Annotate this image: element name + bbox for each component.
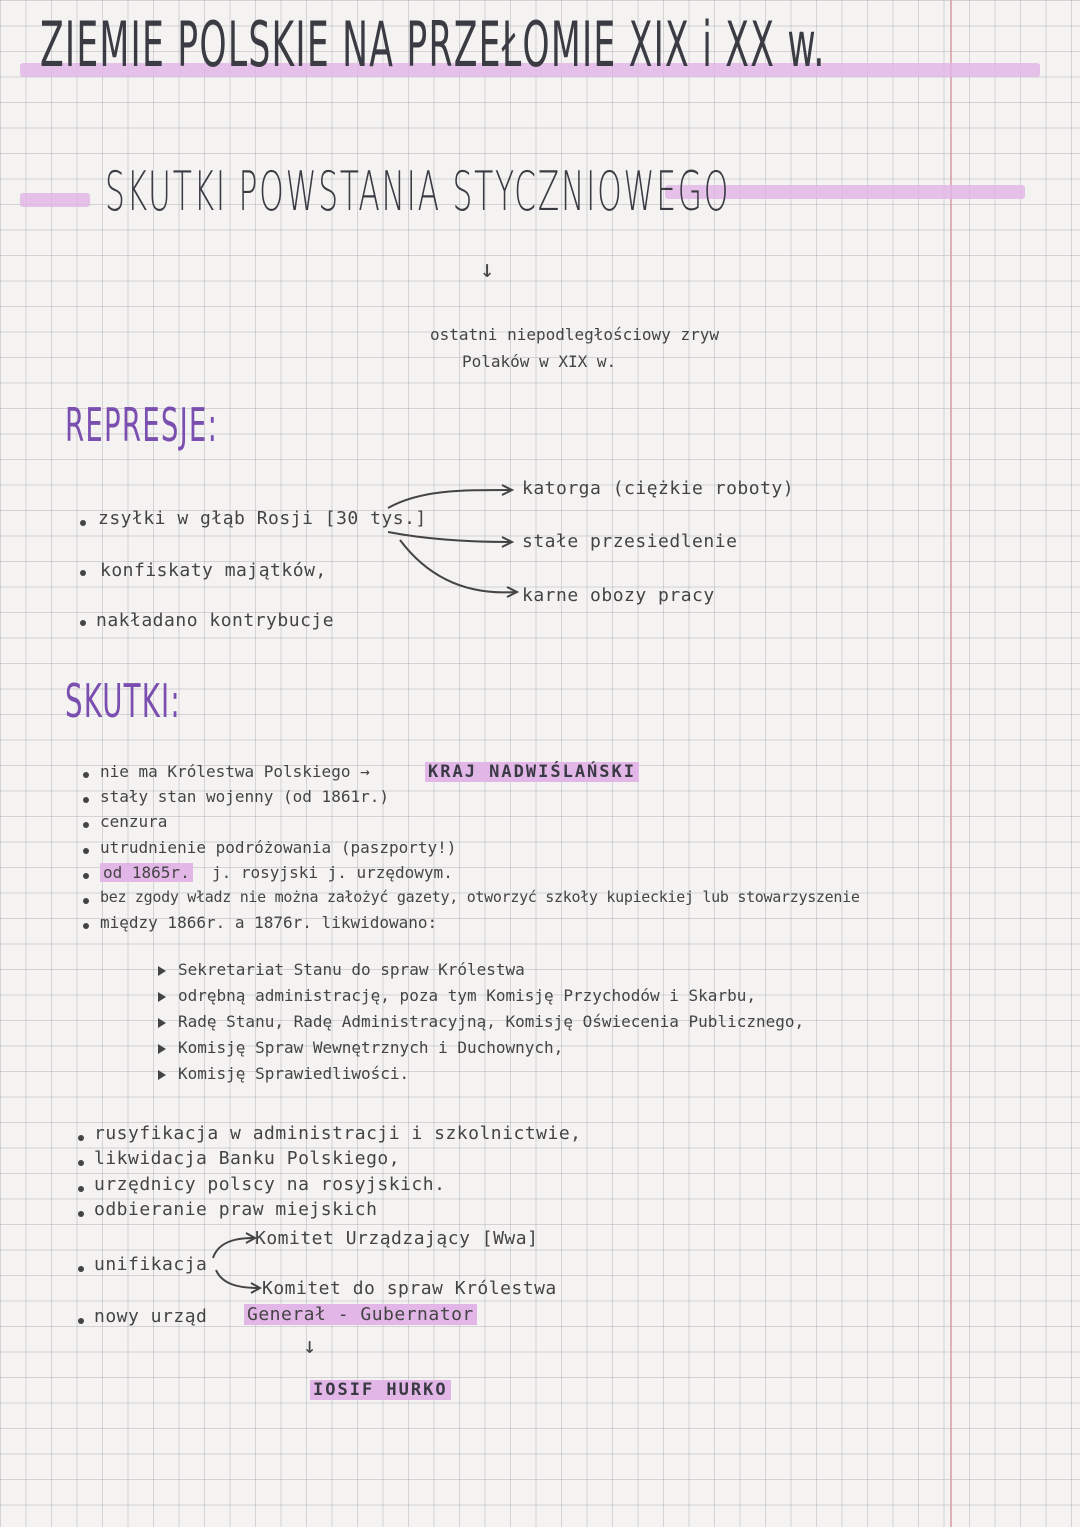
list-item: likwidacja Banku Polskiego, bbox=[94, 1148, 401, 1169]
sub-list-item: odrębną administrację, poza tym Komisję Przychodów i Skarbu, bbox=[178, 986, 756, 1005]
branch-item: katorga (ciężkie roboty) bbox=[522, 478, 795, 499]
list-item: między 1866r. a 1876r. likwidowano: bbox=[100, 913, 438, 932]
bullet bbox=[83, 797, 89, 803]
sub-list-item: Sekretariat Stanu do spraw Królestwa bbox=[178, 960, 525, 979]
sub-list-item: Radę Stanu, Radę Administracyjną, Komisję Oświecenia Publicznego, bbox=[178, 1012, 805, 1031]
bullet bbox=[78, 1318, 84, 1324]
list-item: nie ma Królestwa Polskiego → bbox=[100, 762, 370, 781]
bullet bbox=[80, 520, 86, 526]
bullet bbox=[80, 570, 86, 576]
highlighted-term: Generał - Gubernator bbox=[244, 1304, 477, 1325]
highlighted-person: IOSIF HURKO bbox=[310, 1380, 451, 1400]
list-item: bez zgody władz nie można założyć gazety, otworzyć szkoły kupieckiej lub stowarzyszenie bbox=[100, 888, 860, 906]
page-subtitle: SKUTKI POWSTANIA STYCZNIOWEGO bbox=[105, 160, 731, 223]
bullet bbox=[78, 1211, 84, 1217]
arrow-down-icon: ↓ bbox=[303, 1334, 317, 1359]
highlighted-term: KRAJ NADWIŚLAŃSKI bbox=[425, 762, 639, 782]
bullet bbox=[78, 1160, 84, 1166]
triangle-bullet-icon bbox=[158, 966, 166, 976]
bullet bbox=[83, 772, 89, 778]
bullet bbox=[80, 620, 86, 626]
branch-item: Komitet do spraw Królestwa bbox=[262, 1278, 557, 1299]
bullet bbox=[83, 848, 89, 854]
list-item: cenzura bbox=[100, 812, 168, 831]
list-item: nowy urząd bbox=[94, 1306, 208, 1327]
list-item: urzędnicy polscy na rosyjskich. bbox=[94, 1174, 446, 1195]
list-item: unifikacja bbox=[94, 1254, 208, 1275]
bullet bbox=[83, 898, 89, 904]
section-heading-skutki: SKUTKI: bbox=[65, 674, 181, 728]
margin-line bbox=[950, 0, 952, 1527]
note-line-1: ostatni niepodległościowy zryw bbox=[430, 325, 719, 344]
triangle-bullet-icon bbox=[158, 992, 166, 1002]
note-line-2: Polaków w XIX w. bbox=[462, 352, 617, 371]
arrow-down-icon: ↓ bbox=[480, 255, 495, 283]
bullet bbox=[83, 873, 89, 879]
sub-list-item: Komisję Sprawiedliwości. bbox=[178, 1064, 410, 1083]
list-item: zsyłki w głąb Rosji [30 tys.] bbox=[98, 508, 427, 529]
highlight-stroke bbox=[20, 193, 90, 207]
list-item: rusyfikacja w administracji i szkolnictwie, bbox=[94, 1123, 582, 1144]
highlighted-date: od 1865r. bbox=[100, 863, 193, 882]
list-item: stały stan wojenny (od 1861r.) bbox=[100, 787, 389, 806]
triangle-bullet-icon bbox=[158, 1070, 166, 1080]
list-item: utrudnienie podróżowania (paszporty!) bbox=[100, 838, 457, 857]
branch-item: karne obozy pracy bbox=[522, 585, 715, 606]
bullet bbox=[78, 1186, 84, 1192]
section-heading-represje: REPRESJE: bbox=[65, 398, 219, 452]
bullet bbox=[83, 923, 89, 929]
branch-item: stałe przesiedlenie bbox=[522, 531, 738, 552]
bullet bbox=[78, 1135, 84, 1141]
list-item: nakładano kontrybucje bbox=[96, 610, 335, 631]
list-item: odbieranie praw miejskich bbox=[94, 1199, 378, 1220]
bullet bbox=[83, 822, 89, 828]
list-item: konfiskaty majątków, bbox=[100, 560, 327, 581]
branch-item: Komitet Urządzający [Wwa] bbox=[255, 1228, 539, 1249]
list-item: j. rosyjski j. urzędowym. bbox=[212, 863, 453, 882]
page-title: ZIEMIE POLSKIE NA PRZEŁOMIE XIX i XX w. bbox=[40, 8, 826, 81]
triangle-bullet-icon bbox=[158, 1018, 166, 1028]
branch-arrows bbox=[380, 480, 520, 610]
bullet bbox=[78, 1266, 84, 1272]
triangle-bullet-icon bbox=[158, 1044, 166, 1054]
sub-list-item: Komisję Spraw Wewnętrznych i Duchownych, bbox=[178, 1038, 564, 1057]
